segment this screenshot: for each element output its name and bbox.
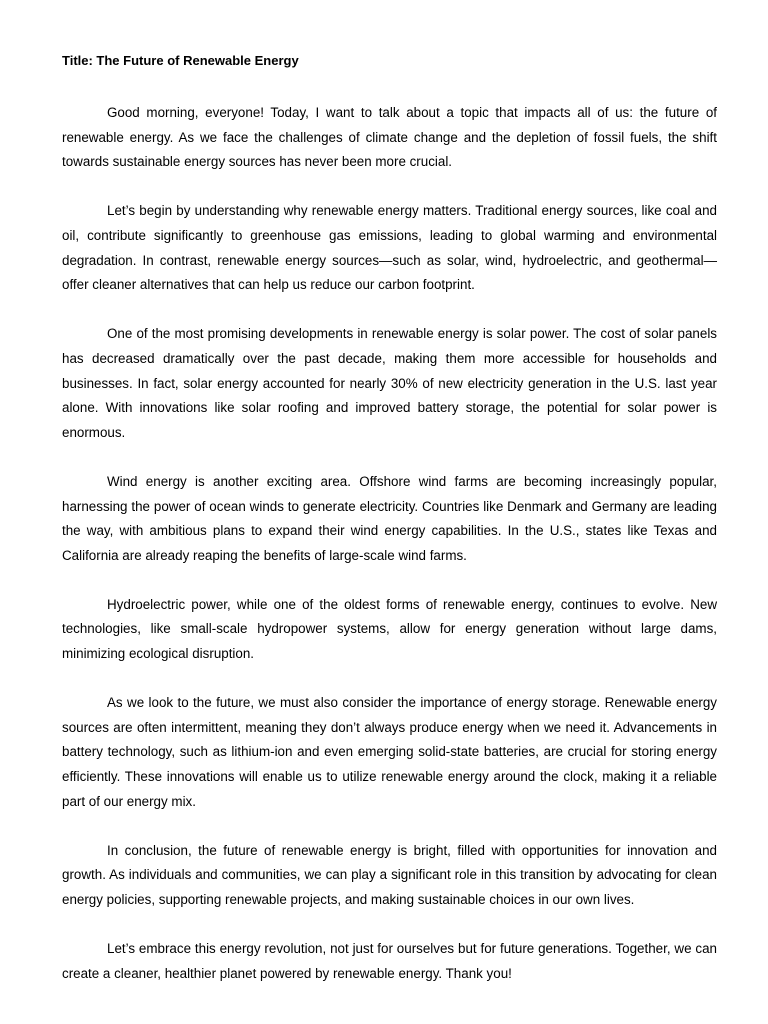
paragraph-conclusion: In conclusion, the future of renewable energy is bright, filled with opportunities for innovation and growth. As individuals and communities, we can play a significant role in this transition by advocating for clean energy policies, supporting renewable projects, and making sustainable choices in our own lives.	[62, 842, 717, 907]
paragraph-solar: One of the most promising developments in renewable energy is solar power. The cost of solar panels has decreased dramatically over the past decade, making them more accessible for households and businesses. In fact, solar energy accounted for nearly 30% of new electricity generation in the U.S. last year alone. With innovations like solar roofing and improved battery storage, the potential for solar power is enormous.	[62, 326, 717, 440]
paragraph-closing: Let’s embrace this energy revolution, not just for ourselves but for future generations. Together, we can create a cleaner, healthier planet powered by renewable energy. Thank you!	[62, 941, 717, 981]
document-title: Title: The Future of Renewable Energy	[62, 53, 299, 68]
paragraph-hydroelectric: Hydroelectric power, while one of the oldest forms of renewable energy, continues to evolve. New technologies, like small-scale hydropower systems, allow for energy generation without large dams, minimizing ecological disruption.	[62, 596, 717, 662]
document-page	[62, 52, 717, 986]
paragraph-why-renewable: Let’s begin by understanding why renewable energy matters. Traditional energy sources, like coal and oil, contribute significantly to greenhouse gas emissions, leading to global warming and environmental degradation. In contrast, renewable energy sources—such as solar, wind, hydroelectric, and geothermal—offer cleaner alternatives that can help us reduce our carbon footprint.	[62, 203, 717, 293]
paragraph-wind: Wind energy is another exciting area. Offshore wind farms are becoming increasingly popular, harnessing the power of ocean winds to generate electricity. Countries like Denmark and Germany are leading the way, with ambitious plans to expand their wind energy capabilities. In the U.S., states like Texas and California are already reaping the benefits of large-scale wind farms.	[62, 473, 717, 563]
paragraph-storage: As we look to the future, we must also consider the importance of energy storage. Renewable energy sources are often intermittent, meaning they don’t always produce energy when we need it. Advancements in battery technology, such as lithium-ion and even emerging solid-state batteries, are crucial for storing energy efficiently. These innovations will enable us to utilize renewable energy around the clock, making it a reliable part of our energy mix.	[62, 695, 717, 809]
paragraph-intro: Good morning, everyone! Today, I want to talk about a topic that impacts all of us: the future of renewable energy. As we face the challenges of climate change and the depletion of fossil fuels, the shift towards sustainable energy sources has never been more crucial.	[62, 105, 717, 170]
